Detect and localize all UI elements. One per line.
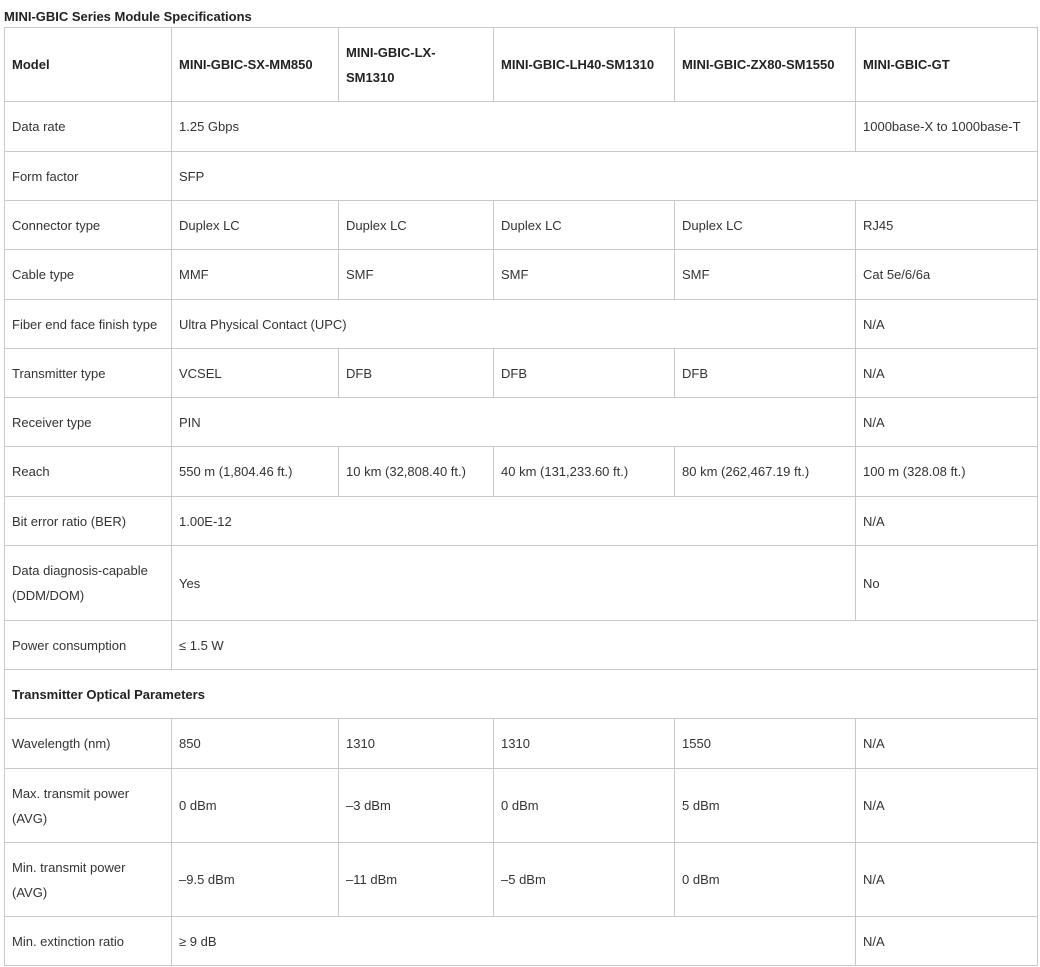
row-label: Connector type [5,201,172,250]
table-row [5,300,1038,349]
cell: 1.00E-12 [172,497,856,546]
header-model-sx: MINI-GBIC-SX-MM850 [172,28,339,102]
table-row [5,349,1038,398]
table-row [5,769,1038,843]
header-model-label: Model [5,28,172,102]
cell: 100 m (328.08 ft.) [856,447,1038,497]
row-label: Min. extinction ratio [5,917,172,966]
cell: 1550 [675,719,856,769]
row-label: Cable type [5,250,172,300]
cell: SMF [494,250,675,300]
cell: 0 dBm [172,769,339,843]
row-label-line1: Data diagnosis-capable [12,563,148,578]
cell: –9.5 dBm [172,843,339,917]
table-row [5,719,1038,769]
cell: N/A [856,843,1038,917]
cell: SMF [339,250,494,300]
table-row [5,917,1038,966]
cell: 1000base-X to 1000base-T [856,102,1038,152]
header-model-gt: MINI-GBIC-GT [856,28,1038,102]
cell: Duplex LC [494,201,675,250]
cell: DFB [675,349,856,398]
cell: VCSEL [172,349,339,398]
row-label-line2: (AVG) [12,884,48,900]
header-model-zx80: MINI-GBIC-ZX80-SM1550 [675,28,856,102]
table-row [5,546,1038,621]
row-label [5,546,172,621]
cell: ≤ 1.5 W [172,621,1038,670]
cell: 850 [172,719,339,769]
cell: SMF [675,250,856,300]
row-label-line2: (AVG) [12,810,48,826]
cell: Duplex LC [675,201,856,250]
cell: DFB [494,349,675,398]
cell: N/A [856,769,1038,843]
table-row [5,621,1038,670]
header-model-lx-line1: MINI-GBIC-LX- [346,44,436,60]
cell: N/A [856,300,1038,349]
cell: 1310 [339,719,494,769]
page-title: MINI-GBIC Series Module Specifications [4,9,252,24]
cell: N/A [856,719,1038,769]
table-header-row [5,28,1038,102]
table-row [5,447,1038,497]
cell: N/A [856,349,1038,398]
section-title: Transmitter Optical Parameters [5,670,1038,719]
cell: RJ45 [856,201,1038,250]
cell: N/A [856,497,1038,546]
header-model-lx-line2: SM1310 [346,69,395,85]
cell: Cat 5e/6/6a [856,250,1038,300]
cell: 40 km (131,233.60 ft.) [494,447,675,497]
row-label: Power consumption [5,621,172,670]
row-label: Bit error ratio (BER) [5,497,172,546]
table-row [5,250,1038,300]
cell: –11 dBm [339,843,494,917]
cell: 1310 [494,719,675,769]
row-label-line1: Min. transmit power [12,859,126,875]
cell: –3 dBm [339,769,494,843]
row-label: Reach [5,447,172,497]
cell: ≥ 9 dB [172,917,856,966]
table-row [5,201,1038,250]
spec-table [4,27,1038,966]
section-header-row [5,670,1038,719]
header-model-lx [339,28,494,102]
cell: Duplex LC [172,201,339,250]
cell: 0 dBm [494,769,675,843]
table-row [5,398,1038,447]
cell: Ultra Physical Contact (UPC) [172,300,856,349]
row-label: Transmitter type [5,349,172,398]
table-row [5,152,1038,201]
table-row [5,843,1038,917]
cell: 0 dBm [675,843,856,917]
cell: 550 m (1,804.46 ft.) [172,447,339,497]
row-label: Receiver type [5,398,172,447]
cell: PIN [172,398,856,447]
row-label-line1: Max. transmit power [12,785,130,801]
row-label: Form factor [5,152,172,201]
cell: DFB [339,349,494,398]
row-label: Data rate [5,102,172,152]
row-label: Wavelength (nm) [5,719,172,769]
table-row [5,497,1038,546]
cell: Yes [172,546,856,621]
row-label: Fiber end face finish type [5,300,172,349]
cell: 80 km (262,467.19 ft.) [675,447,856,497]
cell: SFP [172,152,1038,201]
cell: N/A [856,917,1038,966]
cell: 5 dBm [675,769,856,843]
header-model-lh40: MINI-GBIC-LH40-SM1310 [494,28,675,102]
row-label [5,769,172,843]
row-label-line2: (DDM/DOM) [12,588,85,603]
cell: 1.25 Gbps [172,102,856,152]
cell: Duplex LC [339,201,494,250]
cell: N/A [856,398,1038,447]
cell: MMF [172,250,339,300]
table-row [5,102,1038,152]
cell: 10 km (32,808.40 ft.) [339,447,494,497]
row-label [5,843,172,917]
cell: No [856,546,1038,621]
cell: –5 dBm [494,843,675,917]
